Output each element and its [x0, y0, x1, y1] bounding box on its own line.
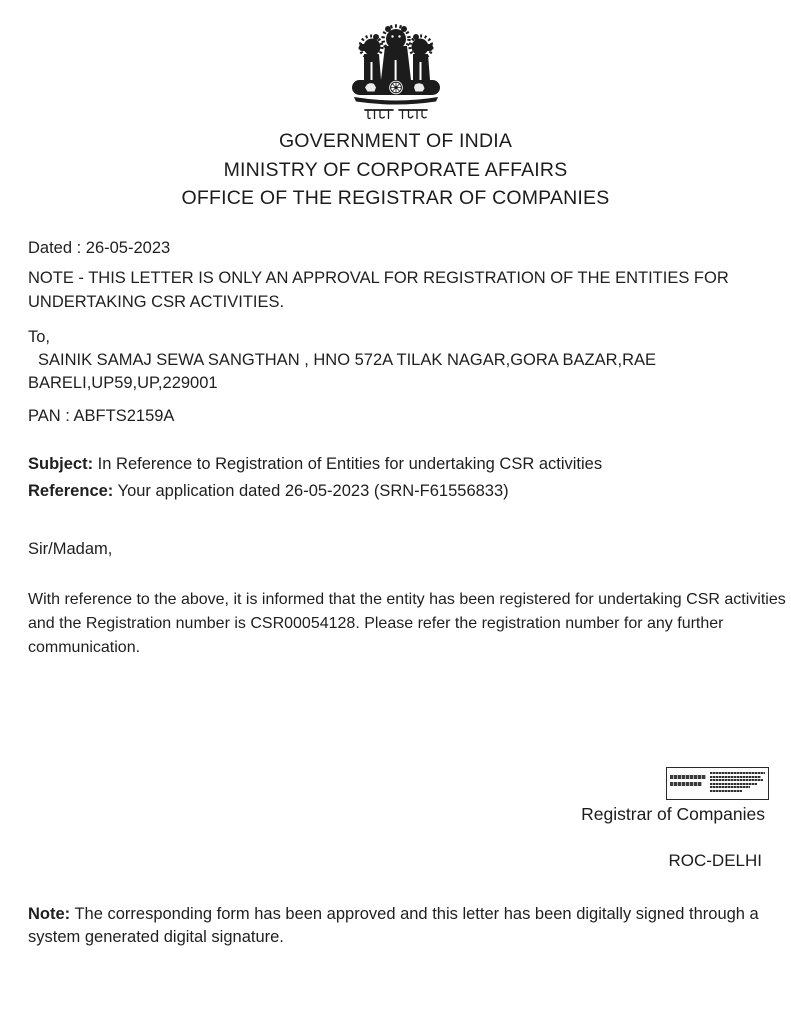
digital-signature-stamp	[666, 767, 769, 800]
subject-text: In Reference to Registration of Entities for undertaking CSR activities	[93, 455, 603, 473]
subject-line	[28, 452, 602, 476]
letterhead-government: GOVERNMENT OF INDIA	[278, 130, 513, 152]
subject-label: Subject:	[28, 455, 94, 473]
stamp-details-block	[710, 771, 765, 796]
signatory-title: Registrar of Companies	[581, 804, 765, 824]
reference-label: Reference:	[28, 482, 114, 500]
approval-note: NOTE - THIS LETTER IS ONLY AN APPROVAL FOR REGISTRATION OF THE ENTITIES FOR UNDERTAKING CSR ACTIVITIES.	[28, 269, 729, 311]
footer-note-label: Note:	[28, 905, 71, 923]
stamp-signer-block	[670, 771, 706, 796]
footer-note	[28, 903, 773, 949]
greeting: Sir/Madam,	[28, 540, 113, 558]
ashoka-lion-capital-icon	[338, 22, 454, 124]
reference-text: Your application dated 26-05-2023 (SRN-F61556833)	[113, 482, 509, 500]
dated-line: Dated : 26-05-2023	[28, 239, 171, 257]
recipient-address: SAINIK SAMAJ SEWA SANGTHAN , HNO 572A TILAK NAGAR,GORA BAZAR,RAE BARELI,UP59,UP,229001	[28, 351, 657, 392]
letterhead-ministry: MINISTRY OF CORPORATE AFFAIRS	[223, 158, 568, 181]
reference-line	[28, 479, 509, 503]
body-paragraph: With reference to the above, it is informed that the entity has been registered for undertaking CSR activities and the Registration number is CSR00054128. Please refer the registration number for any further communication.	[28, 591, 786, 656]
letterhead	[0, 127, 791, 213]
letterhead-office: OFFICE OF THE REGISTRAR OF COMPANIES	[181, 187, 610, 209]
recipient-pan: PAN : ABFTS2159A	[28, 407, 175, 425]
footer-note-text: The corresponding form has been approved and this letter has been digitally signed through a system generated digital signature.	[28, 905, 759, 946]
recipient-salutation: To,	[28, 328, 51, 346]
roc-office: ROC-DELHI	[668, 851, 762, 870]
state-emblem-of-india	[338, 22, 454, 129]
